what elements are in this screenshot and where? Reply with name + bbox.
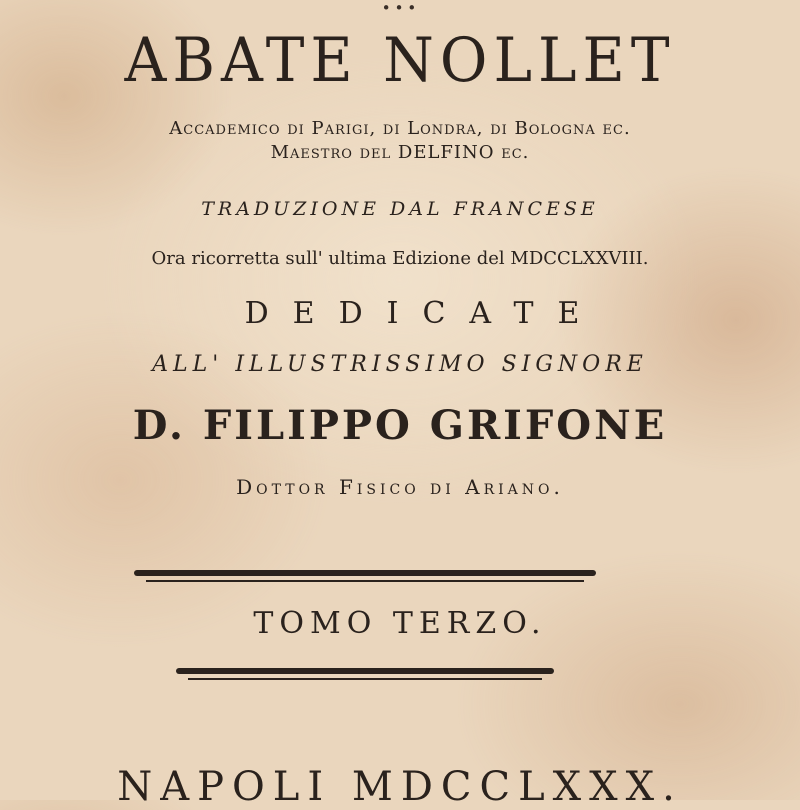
master-line: Maestro del DELFINO ec. [270, 142, 530, 163]
volume-label: TOMO TERZO. [253, 606, 547, 641]
dedicate-heading: DEDICATE [244, 296, 604, 331]
author-name: ABATE NOLLET [124, 24, 676, 96]
dedicatee-title: Dottor Fisico di Ariano. [236, 475, 564, 499]
dedicatee-name: D. FILIPPO GRIFONE [132, 402, 668, 449]
dedication-address: ALL' ILLUSTRISSIMO SIGNORE [152, 352, 648, 377]
imprint-line: NAPOLI MDCCLXXX. [117, 764, 683, 810]
edition-note: Ora ricorretta sull' ultima Edizione del MDCCLXXVIII. [151, 248, 649, 269]
top-fragment-text [0, 0, 800, 18]
translation-note: TRADUZIONE DAL FRANCESE [201, 198, 599, 220]
academies-line: Accademico di Parigi, di Londra, di Bologna ec. [169, 118, 631, 139]
